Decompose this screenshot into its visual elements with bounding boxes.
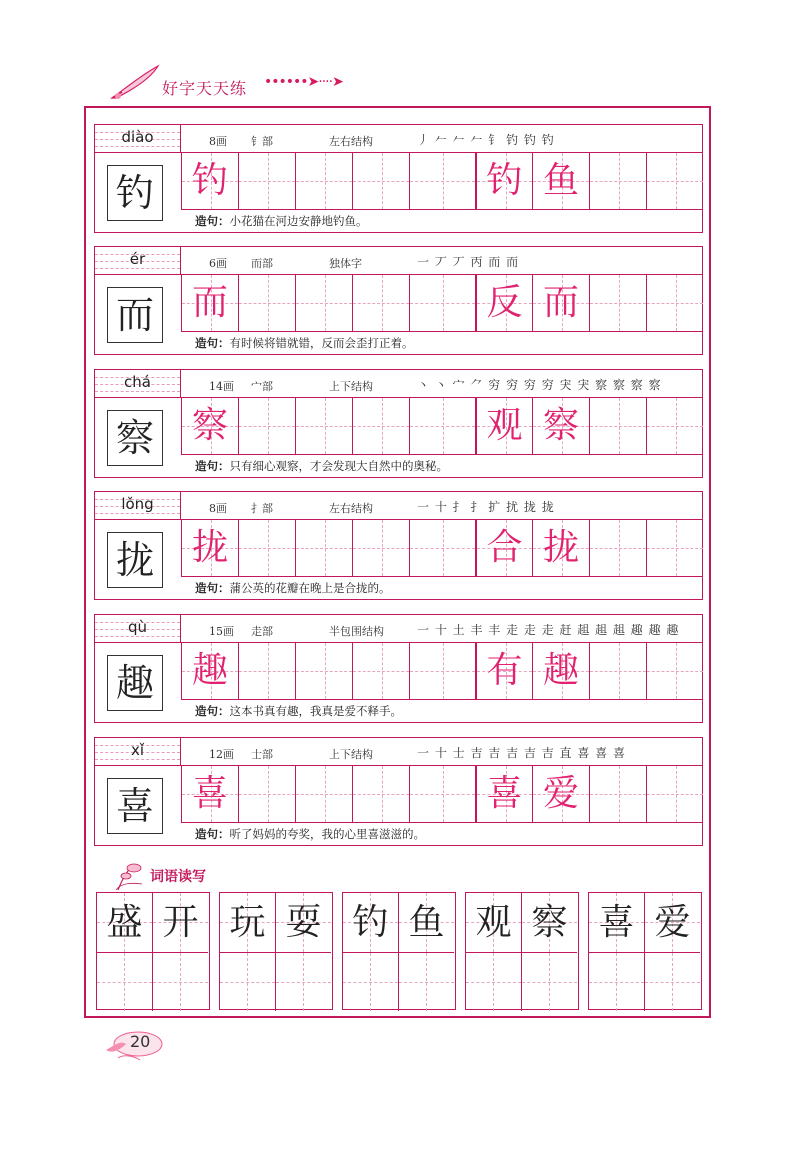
traced-character (296, 275, 352, 331)
word-cell (522, 893, 577, 952)
word-cell (589, 893, 645, 952)
practice-cell[interactable] (475, 153, 532, 209)
radical: 走部 (251, 625, 273, 638)
traced-character (353, 153, 409, 209)
traced-character (239, 520, 295, 576)
traced-character (353, 520, 409, 576)
traced-character (296, 398, 352, 454)
practice-cell[interactable] (475, 520, 532, 576)
traced-character: 合 (486, 527, 523, 568)
traced-character: 察 (542, 405, 579, 446)
pinyin: ér (129, 250, 146, 268)
practice-cell[interactable] (646, 520, 703, 576)
traced-character: 拢 (542, 527, 579, 568)
word-character: 开 (162, 902, 199, 943)
practice-cell[interactable] (409, 766, 475, 822)
word-cell (645, 893, 700, 952)
character-info (181, 738, 702, 766)
word-character: 钓 (352, 902, 389, 943)
word-writing-cell[interactable] (399, 952, 454, 1011)
radical: 宀部 (251, 380, 273, 393)
stroke-order: 丿 𠂉 𠂉 𠂉 钅 钓 钓 钓 (417, 133, 555, 147)
traced-character (296, 153, 352, 209)
traced-character (353, 398, 409, 454)
character-info (181, 615, 702, 643)
practice-cell[interactable] (646, 153, 703, 209)
traced-character: 钓 (486, 160, 523, 201)
traced-character: 鱼 (542, 160, 579, 201)
header-arrow: ••••••➤····➤ (264, 74, 343, 90)
character-block (94, 614, 703, 723)
practice-cell[interactable] (295, 153, 352, 209)
practice-cell[interactable] (646, 275, 703, 331)
word-box (96, 892, 210, 1010)
practice-cell[interactable] (238, 153, 295, 209)
traced-character: 拢 (191, 527, 228, 568)
traced-character (353, 766, 409, 822)
stroke-order: 丶 丶 宀 ⺈ 穷 穷 穷 穷 宊 宊 察 察 察 察 (417, 378, 662, 392)
stroke-order: 一 十 士 吉 吉 吉 吉 吉 直 喜 喜 喜 (417, 746, 626, 760)
sentence-text: 听了妈妈的夸奖，我的心里喜滋滋的。 (229, 827, 425, 841)
practice-cell[interactable] (589, 398, 646, 454)
sentence-label: 造句： (195, 336, 230, 350)
traced-character (239, 275, 295, 331)
traced-character: 而 (542, 282, 579, 323)
practice-cell[interactable] (532, 153, 589, 209)
traced-character: 喜 (191, 773, 228, 814)
model-character: 喜 (107, 778, 163, 834)
word-box (219, 892, 333, 1010)
page-number-text: 20 (130, 1032, 151, 1051)
sentence-text: 蒲公英的花瓣在晚上是合拢的。 (229, 581, 391, 595)
word-cell (343, 893, 399, 952)
traced-character (410, 766, 475, 822)
words-section-title: 词语读写 (150, 869, 206, 885)
practice-cell[interactable] (181, 766, 238, 822)
practice-cell[interactable] (409, 153, 475, 209)
practice-cell[interactable] (409, 275, 475, 331)
practice-cell[interactable] (238, 643, 295, 699)
pinyin: lǒng (121, 495, 154, 513)
character-info (181, 125, 702, 153)
practice-cell[interactable] (238, 766, 295, 822)
traced-character (410, 153, 475, 209)
traced-character (647, 766, 703, 822)
word-character: 盛 (106, 902, 143, 943)
practice-cell[interactable] (352, 643, 409, 699)
structure: 左右结构 (329, 135, 373, 148)
practice-cell[interactable] (181, 398, 238, 454)
practice-grid (181, 398, 703, 454)
stroke-order: 一 十 扌 扌 扩 扰 拢 拢 (417, 500, 555, 514)
character-block (94, 124, 703, 233)
structure: 上下结构 (329, 380, 373, 393)
word-character: 观 (475, 902, 512, 943)
word-character: 察 (531, 902, 568, 943)
model-character: 趣 (107, 655, 163, 711)
page-number (104, 1024, 184, 1068)
sentence-text: 只有细心观察，才会发现大自然中的奥秘。 (229, 459, 448, 473)
traced-character (296, 520, 352, 576)
traced-character (410, 398, 475, 454)
traced-character (239, 643, 295, 699)
stroke-count: 12画 (209, 748, 234, 761)
traced-character (296, 643, 352, 699)
practice-cell[interactable] (352, 520, 409, 576)
stroke-count: 8画 (209, 135, 227, 148)
word-box (465, 892, 579, 1010)
practice-cell[interactable] (589, 153, 646, 209)
traced-character (647, 153, 703, 209)
sentence-label: 造句： (195, 704, 230, 718)
example-sentence (195, 213, 368, 229)
practice-cell[interactable] (295, 520, 352, 576)
practice-cell[interactable] (589, 520, 646, 576)
practice-cell[interactable] (352, 275, 409, 331)
sentence-label: 造句： (195, 581, 230, 595)
sentence-text: 小花猫在河边安静地钓鱼。 (229, 214, 368, 228)
pinyin-box (95, 492, 181, 520)
traced-character (353, 643, 409, 699)
practice-cell[interactable] (238, 398, 295, 454)
practice-grid (181, 520, 703, 576)
practice-cell[interactable] (181, 275, 238, 331)
pinyin-box (95, 738, 181, 766)
traced-character: 观 (486, 405, 523, 446)
word-cell (153, 893, 208, 952)
practice-cell[interactable] (532, 398, 589, 454)
sentence-label: 造句： (195, 459, 230, 473)
structure: 左右结构 (329, 502, 373, 515)
practice-cell[interactable] (646, 766, 703, 822)
traced-character (410, 275, 475, 331)
orchid-icon (112, 860, 152, 892)
pinyin: xǐ (130, 741, 145, 759)
traced-character (590, 275, 646, 331)
word-writing-cell[interactable] (276, 952, 331, 1011)
practice-cell[interactable] (646, 643, 703, 699)
traced-character (647, 520, 703, 576)
traced-character: 钓 (191, 160, 228, 201)
word-character: 喜 (598, 902, 635, 943)
traced-character (239, 153, 295, 209)
word-writing-cell[interactable] (522, 952, 577, 1011)
traced-character: 爱 (542, 773, 579, 814)
character-block (94, 369, 703, 478)
practice-cell[interactable] (409, 520, 475, 576)
word-character: 爱 (654, 902, 691, 943)
traced-character (590, 153, 646, 209)
practice-cell[interactable] (475, 275, 532, 331)
pinyin: chá (124, 373, 151, 391)
word-box (588, 892, 702, 1010)
practice-cell[interactable] (238, 520, 295, 576)
character-info (181, 370, 702, 398)
practice-cell[interactable] (295, 398, 352, 454)
character-info (181, 247, 702, 275)
word-cell (97, 893, 153, 952)
pinyin-box (95, 247, 181, 275)
practice-cell[interactable] (532, 520, 589, 576)
sentence-text: 这本书真有趣，我真是爱不释手。 (229, 704, 402, 718)
stroke-count: 8画 (209, 502, 227, 515)
radical: 士部 (251, 748, 273, 761)
traced-character (647, 275, 703, 331)
words-section-heading (112, 860, 272, 892)
structure: 半包围结构 (329, 625, 384, 638)
radical: 扌部 (251, 502, 273, 515)
word-cell (276, 893, 331, 952)
practice-cell[interactable] (352, 153, 409, 209)
sentence-label: 造句： (195, 827, 230, 841)
traced-character: 察 (191, 405, 228, 446)
word-cell (399, 893, 454, 952)
model-character: 而 (107, 287, 163, 343)
traced-character (647, 398, 703, 454)
radical: 而部 (251, 257, 273, 270)
stroke-count: 15画 (209, 625, 234, 638)
practice-cell[interactable] (409, 398, 475, 454)
traced-character: 趣 (191, 650, 228, 691)
traced-character: 而 (191, 282, 228, 323)
practice-grid (181, 766, 703, 822)
pinyin: diào (121, 128, 154, 146)
practice-cell[interactable] (409, 643, 475, 699)
word-character: 鱼 (408, 902, 445, 943)
character-block (94, 491, 703, 600)
pinyin-box (95, 125, 181, 153)
word-cell (220, 893, 276, 952)
stroke-order: 一 丆 丆 丙 而 而 (417, 255, 520, 269)
stroke-count: 14画 (209, 380, 234, 393)
stroke-order: 一 十 土 丰 丰 走 走 走 赶 趄 趄 趄 趣 趣 趣 (417, 623, 680, 637)
example-sentence (195, 580, 391, 596)
model-character: 拢 (107, 532, 163, 588)
traced-character (353, 275, 409, 331)
word-cell (466, 893, 522, 952)
practice-cell[interactable] (646, 398, 703, 454)
practice-cell[interactable] (352, 766, 409, 822)
word-writing-cell[interactable] (343, 952, 399, 1011)
pinyin-box (95, 370, 181, 398)
pinyin-box (95, 615, 181, 643)
character-block (94, 246, 703, 355)
pinyin: qù (127, 618, 148, 636)
practice-cell[interactable] (181, 520, 238, 576)
word-box (342, 892, 456, 1010)
stroke-count: 6画 (209, 257, 227, 270)
practice-cell[interactable] (532, 275, 589, 331)
practice-cell[interactable] (295, 275, 352, 331)
example-sentence (195, 826, 425, 842)
practice-cell[interactable] (352, 398, 409, 454)
traced-character (590, 643, 646, 699)
example-sentence (195, 703, 402, 719)
structure: 独体字 (329, 257, 362, 270)
example-sentence (195, 335, 414, 351)
practice-cell[interactable] (238, 275, 295, 331)
word-writing-cell[interactable] (220, 952, 276, 1011)
word-character: 玩 (229, 902, 266, 943)
character-info (181, 492, 702, 520)
practice-cell[interactable] (181, 643, 238, 699)
model-character: 察 (107, 410, 163, 466)
character-block (94, 737, 703, 846)
page-header (100, 62, 400, 102)
traced-character (647, 643, 703, 699)
practice-grid (181, 153, 703, 209)
practice-cell[interactable] (295, 643, 352, 699)
traced-character: 喜 (486, 773, 523, 814)
traced-character: 有 (486, 650, 523, 691)
word-writing-cell[interactable] (645, 952, 700, 1011)
practice-cell[interactable] (589, 275, 646, 331)
practice-cell[interactable] (475, 643, 532, 699)
traced-character (410, 520, 475, 576)
word-writing-cell[interactable] (153, 952, 208, 1011)
quill-pen-icon (108, 62, 164, 102)
traced-character (239, 766, 295, 822)
traced-character (590, 520, 646, 576)
word-writing-cell[interactable] (589, 952, 645, 1011)
traced-character (296, 766, 352, 822)
practice-grid (181, 643, 703, 699)
practice-cell[interactable] (589, 766, 646, 822)
practice-cell[interactable] (475, 766, 532, 822)
traced-character: 反 (486, 282, 523, 323)
practice-cell[interactable] (532, 766, 589, 822)
practice-cell[interactable] (295, 766, 352, 822)
sentence-text: 有时候将错就错，反而会歪打正着。 (229, 336, 414, 350)
traced-character: 趣 (542, 650, 579, 691)
practice-cell[interactable] (589, 643, 646, 699)
radical: 钅部 (251, 135, 273, 148)
practice-cell[interactable] (475, 398, 532, 454)
sentence-label: 造句： (195, 214, 230, 228)
traced-character (410, 643, 475, 699)
traced-character (590, 766, 646, 822)
structure: 上下结构 (329, 748, 373, 761)
header-title: 好字天天练 (162, 79, 248, 98)
practice-cell[interactable] (532, 643, 589, 699)
word-writing-cell[interactable] (97, 952, 153, 1011)
word-writing-cell[interactable] (466, 952, 522, 1011)
practice-grid (181, 275, 703, 331)
example-sentence (195, 458, 448, 474)
traced-character (590, 398, 646, 454)
practice-cell[interactable] (181, 153, 238, 209)
traced-character (239, 398, 295, 454)
model-character: 钓 (107, 165, 163, 221)
word-character: 耍 (285, 902, 322, 943)
